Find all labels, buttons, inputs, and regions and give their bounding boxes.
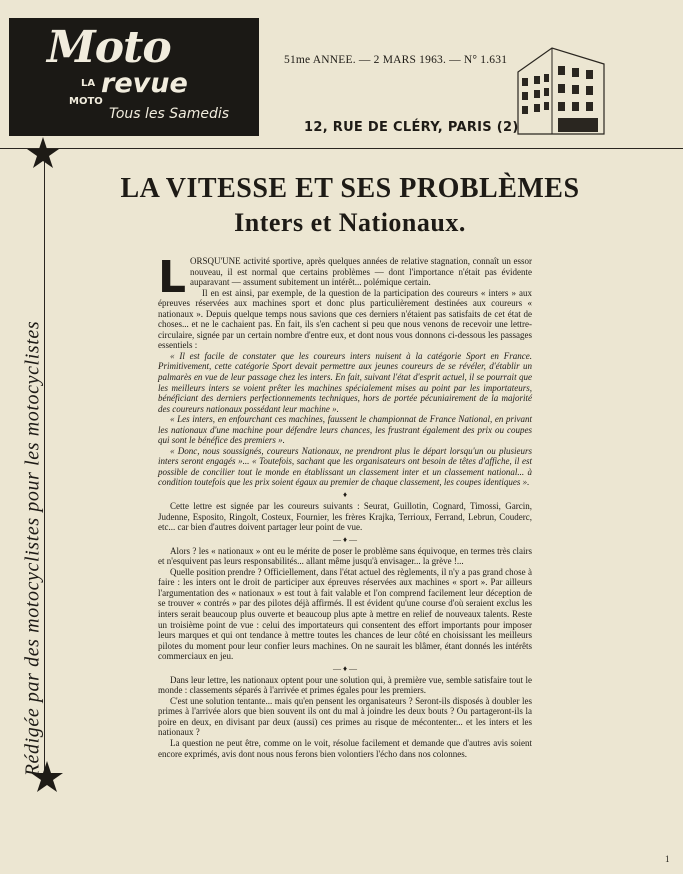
paragraph: Alors ? les « nationaux » ont eu le mérite de poser le problème sans équivoque, en termes très clairs et n'esquivent pas leurs responsabilités... allant même jusqu'à envisager... la grève !... bbox=[158, 545, 532, 567]
paragraph: Dans leur lettre, les nationaux optent pour une solution qui, à première vue, semble satisfaire tout le monde : classements séparés à l'arrivée et primes égales pour les premiers. bbox=[158, 674, 532, 696]
paragraph: Cette lettre est signée par les coureurs suivants : Seurat, Guillotin, Cognard, Timossi, Garcin, Judenne, Esposito, Ringolt, Costeux, Fournier, les frères Krajka, Terrioux, Ferrand, Lebrun, Couderc, etc... car bien d'autres doivent partager leur point de vue. bbox=[158, 501, 532, 533]
article-headline bbox=[120, 172, 580, 240]
star-ornament-top-icon bbox=[26, 136, 60, 170]
office-address: 12, RUE DE CLÉRY, PARIS (2) bbox=[304, 120, 519, 135]
logo-la-text: LA bbox=[81, 78, 96, 89]
issue-info: 51me ANNEE. — 2 MARS 1963. — N° 1.631 bbox=[284, 54, 508, 66]
page-number: 1 bbox=[665, 854, 670, 864]
headline-line2: Inters et Nationaux. bbox=[234, 208, 466, 237]
logo-revue-text: revue bbox=[101, 68, 188, 99]
paragraph: La question ne peut être, comme on le voit, résolue facilement et demande que d'autres avis soient encore exprimés, avis dont nous nous ferons bien volontiers l'écho dans nos colonnes. bbox=[158, 737, 532, 759]
logo-moto-text: Moto bbox=[47, 22, 171, 73]
drop-cap: L bbox=[158, 252, 187, 303]
sidebar-slogan: Rédigée par des motocyclistes pour les motocyclistes bbox=[21, 320, 44, 777]
quote-paragraph: « Les inters, en enfourchant ces machines, faussent le championnat de France National, en privant les nationaux d'une machine pour défendre leurs chances, les frustrant également des prix ou coupes qui sont le bénéfice des premiers ». bbox=[158, 414, 532, 446]
headline-line1: LA VITESSE ET SES PROBLÈMES bbox=[120, 173, 580, 204]
header-rule bbox=[0, 148, 683, 149]
quote-paragraph: « Il est facile de constater que les coureurs inters nuisent à la catégorie Sport en France. Primitivement, cette catégorie Sport devait permettre aux jeunes coureurs de se révéler, d'établir un palmarès en vue de leur passage chez les inters. En fait, suivant l'état d'esprit actuel, il se pourrait que les meilleurs inters se voient prêter les machines spécialement mises au point par les importateurs, bénéficiant des derniers perfectionnements techniques, hors de portée pécuniairement de la majorité des coureurs nationaux possédant leur machine ». bbox=[158, 350, 532, 414]
building-illustration bbox=[512, 42, 608, 136]
masthead-logo bbox=[9, 18, 259, 136]
article-body bbox=[158, 252, 532, 759]
paragraph: Il en est ainsi, par exemple, de la question de la participation des coureurs « inters » aux épreuves réservées aux machines sport et donc plus particulièrement destinées aux coureurs « nationaux ». Depuis quelque temps nous savions que ces derniers n'étaient pas satisfaits de cet état de choses... et ne le cachaient pas. En fait, ils s'en cachent si peu que nous venons de recevoir une lettre-circulaire, signée par un certain nombre d'entre eux, et dont nous vous donnons ci-dessous les passages essentiels : bbox=[158, 287, 532, 351]
quote-paragraph: « Donc, nous soussignés, coureurs Nationaux, ne prendront plus le départ lorsqu'un ou plusieurs inters seront engagés »... « Toutefois, sachant que les organisateurs ont besoin de têtes d'affiche, il est possible de concilier tout le monde en établissant un classement inter et un classement national... à condition toutefois que les prix soient égaux au premier de chaque classement, les coupes identiques ». bbox=[158, 445, 532, 488]
tagline: Tous les Samedis bbox=[109, 106, 230, 122]
section-separator: — ♦ — bbox=[332, 663, 358, 673]
section-separator: ♦ bbox=[342, 490, 348, 500]
paragraph bbox=[158, 252, 532, 303]
paragraph-text: ORSQU'UNE activité sportive, après quelques années de relative stagnation, connaît un essor nouveau, il est normal que certains problèmes — dont l'importance n'était pas évidente auparavant — assument subitement un intérêt... polémique certain. bbox=[190, 256, 532, 288]
paragraph: Quelle position prendre ? Officiellement, dans l'état actuel des règlements, il n'y a pas grand chose à faire : les inters ont le droit de participer aux épreuves réservées aux machines « sport ». Par ailleurs l'argumentation des « nationaux » est tout à fait valable et l'on comprend facilement leur déception de se trouver « contrés » par des pilotes déjà affirmés. Il est évident qu'une course d'où seraient exclus les inters serait beaucoup plus ouverte et beaucoup plus apte à mettre en relief de nouveaux talents. Reste un troisième point de vue : celui des importateurs qui consentent des effort importants pour imposer leurs marques et qui ont tendance à mettre toutes les chances de leur côté en choisissant les meilleurs pilotes du moment pour leur confier leurs machines. On ne saurait les blâmer, étant donnés les intérêts commerciaux en jeu. bbox=[158, 566, 532, 662]
paragraph: C'est une solution tentante... mais qu'en pensent les organisateurs ? Seront-ils disposés à doubler les primes à l'arrivée alors que bien souvent ils ont du mal à joindre les deux bouts ? Ou partageront-ils la poire en deux, en divisant par deux (aussi) ces primes au risque de mécontenter... et les inters et les nationaux ? bbox=[158, 695, 532, 738]
section-separator: — ♦ — bbox=[332, 534, 358, 544]
logo-moto-small-text: MOTO bbox=[69, 96, 103, 107]
